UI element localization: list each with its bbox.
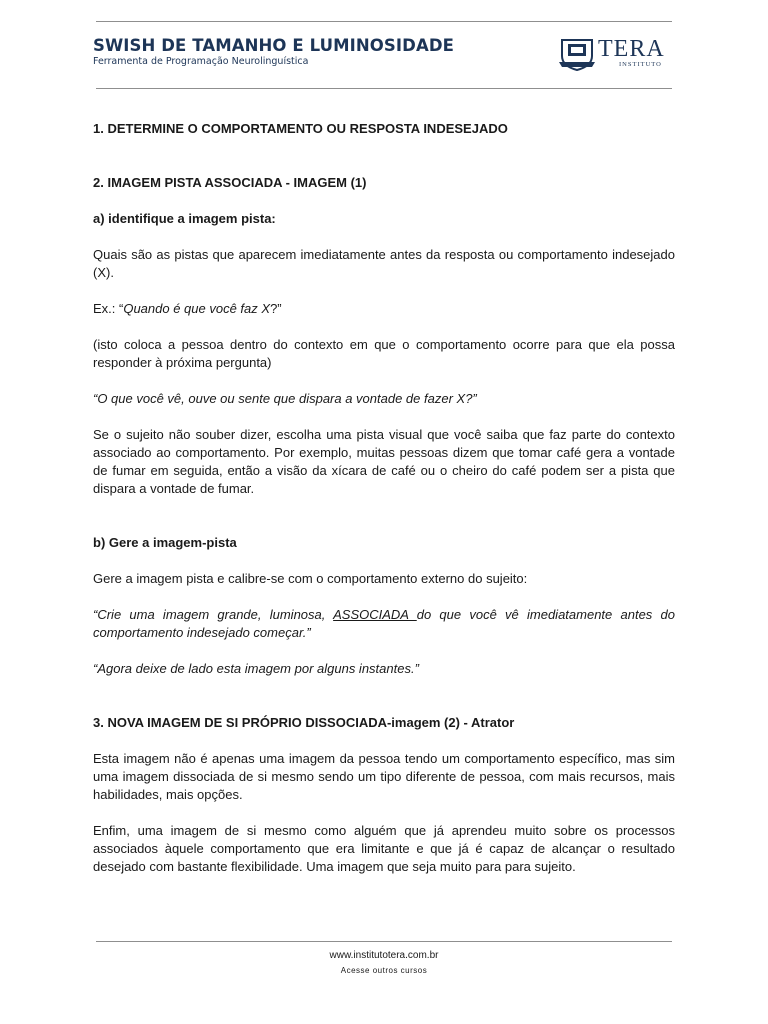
section-2a-subheading: a) identifique a imagem pista: — [93, 211, 276, 226]
section-2b-subheading: b) Gere a imagem-pista — [93, 535, 237, 550]
header-bottom-rule — [96, 88, 672, 89]
section-2-paragraph-4: Gere a imagem pista e calibre-se com o comportamento externo do sujeito: — [93, 571, 528, 586]
logo-subtitle: INSTITUTO — [619, 61, 662, 68]
document-subtitle: Ferramenta de Programação Neurolinguística — [93, 56, 309, 67]
header-top-rule — [96, 21, 672, 22]
section-3-paragraph-1: Esta imagem não é apenas uma imagem da pessoa tendo um comportamento específico, mas sim uma imagem dissociada de si mesmo sendo um tipo diferente de pessoa, com mais recursos, mais habilidades, mais opções. — [93, 751, 675, 802]
footer-website-link[interactable]: www.institutotera.com.br — [329, 950, 439, 961]
example-suffix: ?” — [270, 301, 282, 316]
question-quote-3: “Agora deixe de lado esta imagem por alguns instantes.” — [93, 661, 419, 676]
section-3-paragraph-2: Enfim, uma imagem de si mesmo como alguém que já aprendeu muito sobre os processos associados àquele comportamento que era limitante e que já é capaz de alcançar o resultado desejado com bastante flexibilidade. Uma imagem que seja muito para para sujeito. — [93, 823, 675, 874]
example-quote: Quando é que você faz X — [123, 301, 271, 316]
question-quote-2 — [93, 606, 675, 642]
footer-rule — [96, 941, 672, 942]
section-2-paragraph-1: Quais são as pistas que aparecem imediatamente antes da resposta ou comportamento indesejado (X). — [93, 247, 675, 280]
example-prefix: Ex.: “ — [93, 301, 124, 316]
quote-2-part-a: Crie uma imagem grande, luminosa, — [97, 607, 334, 622]
section-2-paragraph-3: Se o sujeito não souber dizer, escolha uma pista visual que você saiba que faz parte do contexto associado ao comportamento. Por exemplo, muitas pessoas dizem que tomar café gera a vontade de fumar em seguida, então a visão da xícara de café ou o cheiro do café podem ser a pista que dispara a vontade de fumar. — [93, 427, 675, 496]
question-quote-1: “O que você vê, ouve ou sente que dispara a vontade de fazer X?” — [93, 391, 477, 406]
document-body — [93, 120, 675, 876]
document-title: SWISH DE TAMANHO E LUMINOSIDADE — [93, 36, 454, 55]
section-3-heading: 3. NOVA IMAGEM DE SI PRÓPRIO DISSOCIADA-imagem (2) - Atrator — [93, 715, 515, 730]
logo-wordmark: TERA — [598, 36, 665, 62]
section-2-heading: 2. IMAGEM PISTA ASSOCIADA - IMAGEM (1) — [93, 175, 367, 190]
section-1-heading: 1. DETERMINE O COMPORTAMENTO OU RESPOSTA INDESEJADO — [93, 121, 508, 136]
quote-open: “ — [93, 607, 98, 622]
example-line — [93, 300, 675, 318]
footer-cta: Acesse outros cursos — [340, 966, 428, 975]
quote-2-underlined: ASSOCIADA — [333, 607, 417, 622]
quote-2-part-b: do que você vê imediatamente antes do comportamento indesejado começar.” — [93, 607, 676, 640]
section-2-paragraph-2: (isto coloca a pessoa dentro do contexto em que o comportamento ocorre para que ela possa responder à próxima pergunta) — [93, 337, 675, 370]
